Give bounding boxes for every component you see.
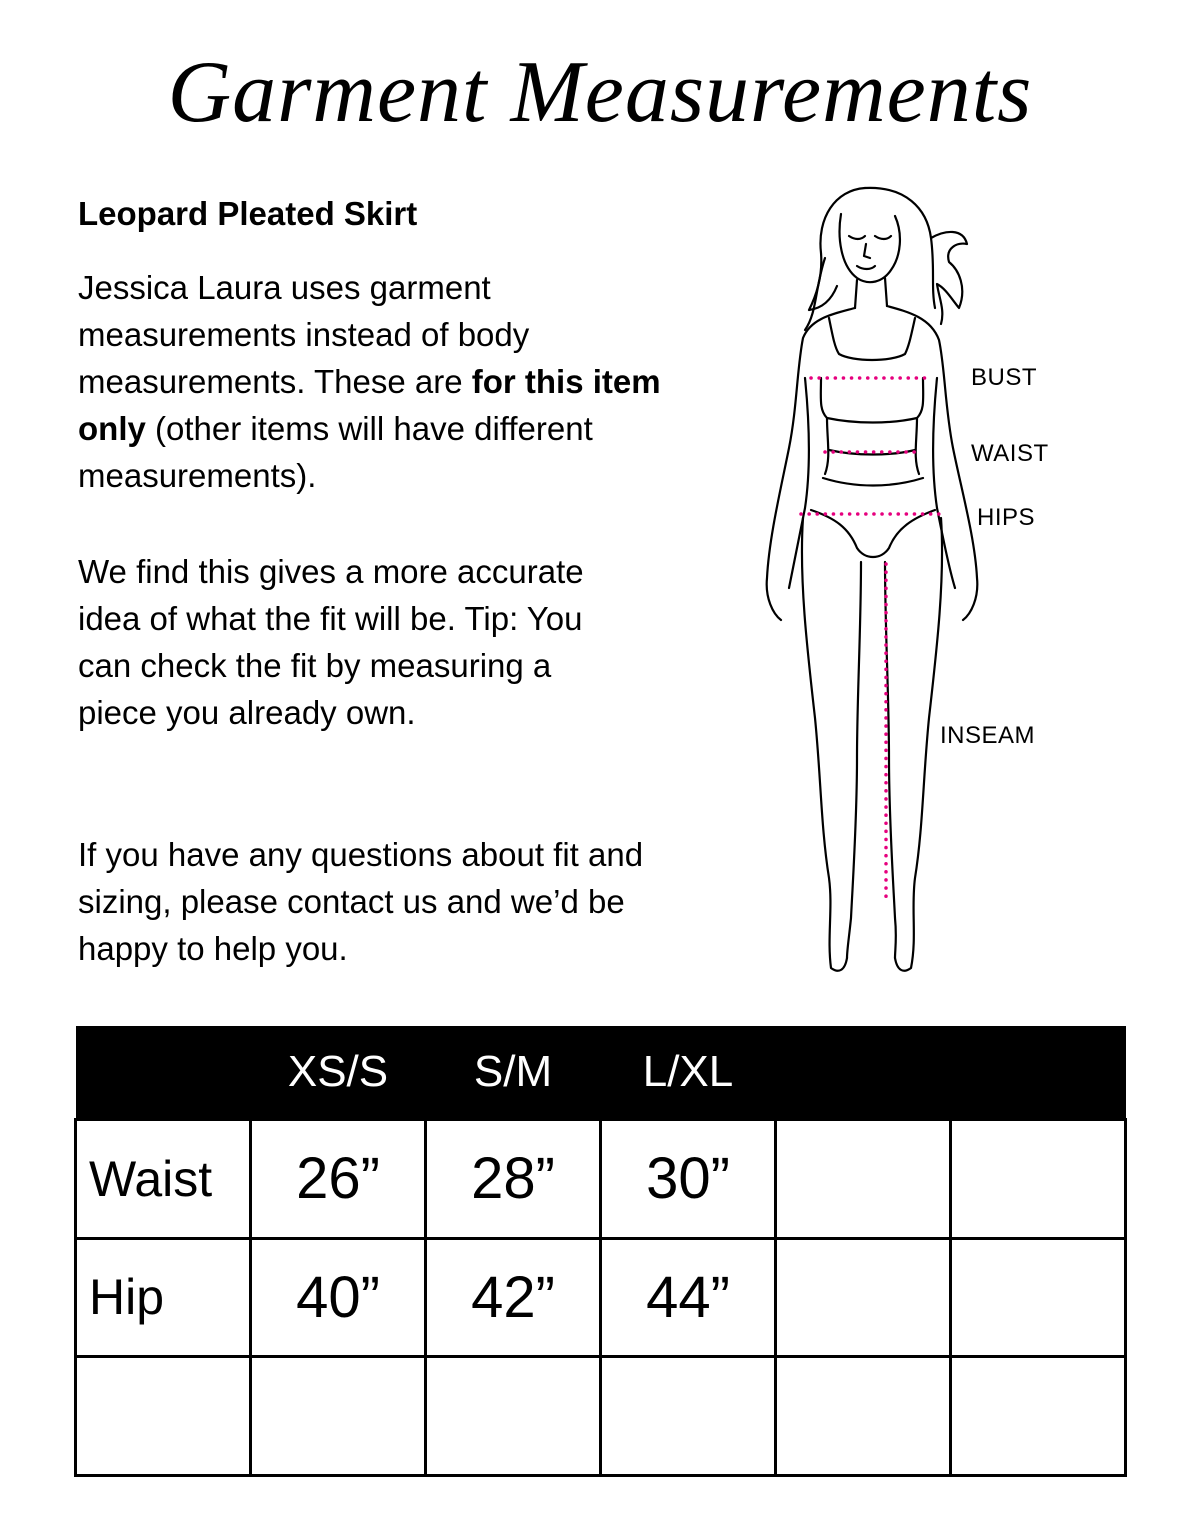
woman-illustration bbox=[745, 178, 1045, 983]
table-row bbox=[76, 1238, 1126, 1357]
inseam-label: INSEAM bbox=[940, 722, 1036, 749]
table-cell bbox=[776, 1238, 951, 1357]
table-cell bbox=[776, 1357, 951, 1476]
hips-label: HIPS bbox=[977, 504, 1036, 531]
waist-label: WAIST bbox=[971, 440, 1049, 467]
table-cell: 44” bbox=[601, 1238, 776, 1357]
header-cell bbox=[951, 1026, 1126, 1120]
table-cell bbox=[601, 1357, 776, 1476]
header-cell: XS/S bbox=[251, 1026, 426, 1120]
product-name: Leopard Pleated Skirt bbox=[78, 195, 418, 232]
table-row bbox=[76, 1120, 1126, 1239]
header-cell bbox=[76, 1026, 251, 1120]
header-cell bbox=[776, 1026, 951, 1120]
table-cell: 40” bbox=[251, 1238, 426, 1357]
header-cell: S/M bbox=[426, 1026, 601, 1120]
table-row bbox=[76, 1357, 1126, 1476]
table-cell bbox=[951, 1238, 1126, 1357]
table-cell: 30” bbox=[601, 1120, 776, 1239]
size-chart-table bbox=[74, 1026, 1127, 1477]
table-cell bbox=[951, 1120, 1126, 1239]
table-cell bbox=[426, 1357, 601, 1476]
intro-emphasis: for this item only bbox=[78, 363, 661, 447]
intro-text-start: Jessica Laura uses garment measurements instead of body measurements. These are bbox=[78, 269, 530, 400]
size-header-row bbox=[76, 1026, 1126, 1120]
table-cell: 28” bbox=[426, 1120, 601, 1239]
row-label: Hip bbox=[76, 1238, 251, 1357]
page-title: Garment Measurements bbox=[167, 44, 1033, 141]
intro-paragraph bbox=[78, 264, 718, 499]
table-cell: 26” bbox=[251, 1120, 426, 1239]
table-cell: 42” bbox=[426, 1238, 601, 1357]
row-label: Waist bbox=[76, 1120, 251, 1239]
row-label bbox=[76, 1357, 251, 1476]
fit-tip-paragraph: We find this gives a more accurate idea of what the fit will be. Tip: You can check the fit by measuring a piece you already own. bbox=[78, 553, 584, 731]
table-cell bbox=[251, 1357, 426, 1476]
header-cell: L/XL bbox=[601, 1026, 776, 1120]
bust-label: BUST bbox=[971, 364, 1038, 391]
contact-paragraph: If you have any questions about fit and sizing, please contact us and we’d be happy to help you. bbox=[78, 836, 644, 967]
measurement-figure bbox=[745, 178, 1049, 983]
table-cell bbox=[951, 1357, 1126, 1476]
intro-text-end: (other items will have different measurements). bbox=[78, 410, 593, 494]
table-cell bbox=[776, 1120, 951, 1239]
